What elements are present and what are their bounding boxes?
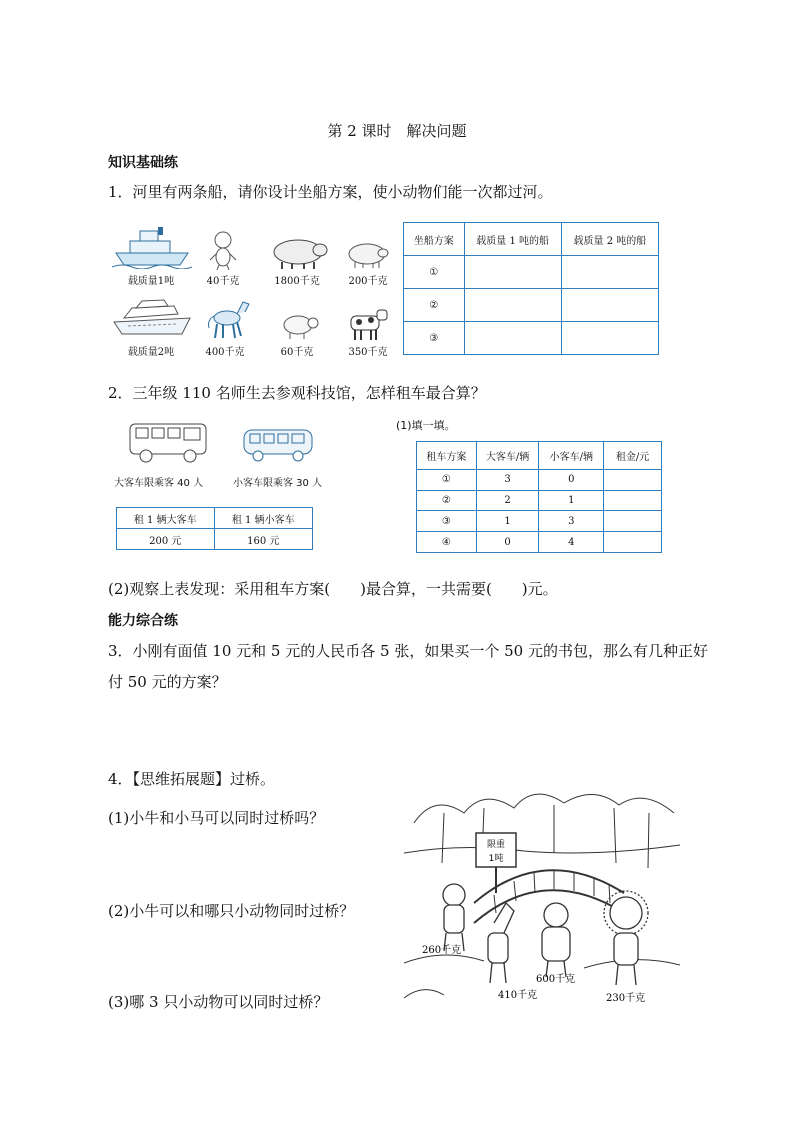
table-cell: 3 [476, 469, 539, 490]
answer-cell[interactable] [604, 532, 662, 553]
table-cell: 4 [539, 532, 604, 553]
table-cell: 1 [539, 490, 604, 511]
table-header: 坐船方案 [404, 223, 465, 256]
bridge-illustration [404, 783, 680, 1015]
caption-monkey: 40千克 [206, 276, 240, 287]
table-cell: ① [417, 469, 477, 490]
table-cell: ② [404, 289, 465, 322]
q2-sub2: (2)观察上表发现：采用租车方案( )最合算，一共需要( )元。 [108, 580, 558, 598]
q4-sub1: (1)小牛和小马可以同时过桥吗？ [108, 809, 325, 827]
table-cell: 200 元 [117, 529, 215, 550]
weight-label: 600千克 [536, 974, 576, 985]
caption-boat-2t: 载质量2吨 [127, 347, 175, 358]
large-bus-image [126, 418, 210, 464]
weight-label: 230千克 [606, 993, 646, 1004]
table-cell: ③ [404, 322, 465, 355]
table-cell: ② [417, 490, 477, 511]
pig-image [345, 240, 389, 270]
table-cell: 2 [476, 490, 539, 511]
caption-pig: 200千克 [348, 276, 388, 287]
boat-2t-image [112, 296, 192, 340]
caption-sheep: 60千克 [280, 347, 314, 358]
table-header: 租车方案 [417, 442, 477, 470]
table-header: 小客车/辆 [539, 442, 604, 470]
hippo-image [268, 234, 328, 270]
q2-sub1: (1)填一填。 [396, 419, 456, 432]
weight-label: 410千克 [498, 990, 538, 1001]
answer-cell[interactable] [561, 289, 658, 322]
question-4: 4．【思维拓展题】过桥。 [108, 770, 276, 788]
table-cell: 0 [476, 532, 539, 553]
answer-cell[interactable] [464, 289, 561, 322]
table-header: 大客车/辆 [476, 442, 539, 470]
answer-cell[interactable] [561, 256, 658, 289]
caption-small-bus: 小客车限乘客 30 人 [233, 478, 323, 489]
table-cell: ① [404, 256, 465, 289]
monkey-image [208, 230, 238, 270]
weight-label: 260千克 [422, 945, 462, 956]
table-header: 载质量 2 吨的船 [561, 223, 658, 256]
q4-sub3: (3)哪 3 只小动物可以同时过桥？ [108, 993, 329, 1011]
horse-image [205, 296, 251, 340]
sheep-image [280, 312, 320, 340]
question-1: 1．河里有两条船，请你设计坐船方案，使小动物们能一次都过河。 [108, 183, 553, 201]
price-table [116, 507, 313, 550]
question-3-line-2: 付 50 元的方案？ [108, 673, 227, 691]
rental-plan-table [416, 441, 662, 553]
boat-1t-image [112, 225, 192, 269]
cow-image [345, 304, 389, 342]
sign-label-weight: 1吨 [488, 854, 504, 864]
caption-cow: 350千克 [348, 347, 388, 358]
answer-cell[interactable] [561, 322, 658, 355]
page-title: 第 2 课时 解决问题 [327, 122, 467, 140]
answer-cell[interactable] [604, 469, 662, 490]
answer-cell[interactable] [464, 256, 561, 289]
caption-horse: 400千克 [205, 347, 245, 358]
table-cell: 3 [539, 511, 604, 532]
boat-plan-table [403, 222, 659, 355]
answer-cell[interactable] [604, 490, 662, 511]
answer-cell[interactable] [604, 511, 662, 532]
caption-large-bus: 大客车限乘客 40 人 [114, 478, 204, 489]
table-cell: ④ [417, 532, 477, 553]
table-header: 租金/元 [604, 442, 662, 470]
question-2: 2．三年级 110 名师生去参观科技馆，怎样租车最合算？ [108, 384, 486, 402]
question-3-line-1: 3．小刚有面值 10 元和 5 元的人民币各 5 张，如果买一个 50 元的书包，那么有几种正好 [108, 642, 708, 660]
small-bus-image [240, 424, 316, 466]
table-cell: ③ [417, 511, 477, 532]
q4-sub2: (2)小牛可以和哪只小动物同时过桥？ [108, 902, 355, 920]
table-header: 租 1 辆大客车 [117, 508, 215, 529]
table-cell: 160 元 [214, 529, 313, 550]
table-header: 租 1 辆小客车 [214, 508, 313, 529]
table-cell: 1 [476, 511, 539, 532]
answer-cell[interactable] [464, 322, 561, 355]
section-basic: 知识基础练 [108, 155, 178, 171]
caption-hippo: 1800千克 [274, 276, 320, 287]
section-ability: 能力综合练 [108, 613, 178, 629]
caption-boat-1t: 载质量1吨 [127, 276, 175, 287]
sign-label-limit: 限重 [486, 840, 506, 850]
table-header: 载质量 1 吨的船 [464, 223, 561, 256]
table-cell: 0 [539, 469, 604, 490]
